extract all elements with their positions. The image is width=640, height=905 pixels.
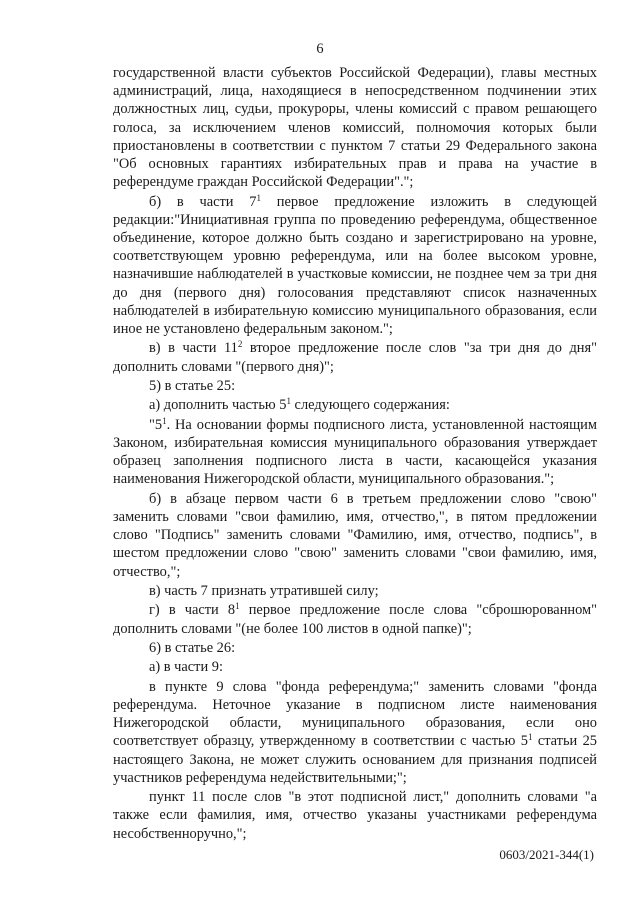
superscript-index: 2 [237, 339, 243, 350]
body-paragraph [113, 678, 597, 787]
text-run: б) в части 7 [149, 193, 257, 210]
superscript-index: 1 [256, 192, 261, 203]
text-run: "5 [149, 416, 163, 433]
body-paragraph [113, 64, 597, 191]
text-run: . На основании формы подписного листа, установленной настоящим Законом, избирательная комиссия муниципального образования утверждает образец заполнения подписного листа в части, касающейся указания наименования Нижегородской области, муниципального образования."; [113, 416, 597, 488]
text-run: первое предложение изложить в следующей редакции:"Инициативная группа по проведению референдума, общественное объединение, которое должно быть создано и зарегистрировано на уровне, соответствующем уровню референдума, или на более высоком уровне, назначившие наблюдателей в участковые комиссии, не позднее чем за три дня до дня (первого дня) голосования представляют список назначенных наблюдателей в избирательную комиссию муниципального образования, если иное не установлено федеральным законом."; [113, 193, 597, 338]
text-run: 5) в статье 25: [149, 378, 236, 395]
text-run: в) в части 11 [149, 340, 238, 357]
text-run: а) дополнить частью 5 [149, 397, 287, 414]
text-run: пункт 11 после слов "в этот подписной лист," дополнить словами "а также если фамилия, имя, отчество указаны участниками референдума несобственноручно,"; [113, 789, 597, 842]
text-run: в) часть 7 признать утратившей силу; [149, 583, 379, 599]
body-paragraph [113, 193, 597, 339]
body-paragraph [113, 490, 597, 581]
text-run: следующего содержания: [290, 397, 450, 414]
document-registration-code: 0603/2021-344(1) [499, 847, 594, 862]
text-run: в пункте 9 слова "фонда референдума;" заменить словами "фонда референдума. Неточное указание в подписном листе наименования Нижегородской области, муниципального образования, если оно соответствует образцу, утвержденному в соответствии с частью 5 [113, 678, 597, 750]
body-paragraph [113, 582, 597, 600]
superscript-index: 1 [527, 732, 533, 743]
body-paragraph [113, 416, 597, 489]
body-paragraph [113, 396, 597, 414]
text-run: второе предложение после слов "за три дня до дня" дополнить словами "(первого дня)"; [113, 340, 597, 375]
page-number: 6 [316, 41, 324, 57]
text-run: г) в части 8 [149, 602, 236, 619]
body-paragraph [113, 601, 597, 637]
text-run: статьи 25 настоящего Закона, не может служить основанием для признания подписей участников референдума недействительными;"; [113, 733, 597, 786]
text-run: а) в части 9: [149, 659, 223, 676]
superscript-index: 1 [235, 601, 240, 612]
superscript-index: 1 [286, 396, 291, 407]
document-body [113, 64, 597, 844]
body-paragraph [113, 339, 597, 375]
body-paragraph [113, 788, 597, 843]
text-run: 6) в статье 26: [149, 639, 236, 656]
body-paragraph [113, 658, 597, 676]
body-paragraph [113, 639, 597, 657]
text-run: первое предложение после слова "сброшюрованном" дополнить словами "(не более 100 листов в одной папке)"; [113, 602, 597, 637]
body-paragraph [113, 377, 597, 395]
text-run: б) в абзаце первом части 6 в третьем предложении слово "свою" заменить словами "свои фамилию, имя, отчество,", в пятом предложении слово "Подпись" заменить словами "Фамилию, имя, отчество, подпись", в шестом предложении слово "свою" заменить словами "свои фамилию, имя, отчество,"; [113, 490, 597, 580]
superscript-index: 1 [162, 415, 167, 426]
text-run: государственной власти субъектов Российской Федерации), главы местных администраций, лица, находящиеся в непосредственном подчинении этих должностных лиц, судьи, прокуроры, члены комиссий с правом решающего голоса, за исключением членов комиссий, полномочия которых были приостановлены в соответствии с пунктом 7 статьи 29 Федерального закона "Об основных гарантиях избирательных прав и права на участие в референдуме граждан Российской Федерации"."; [113, 65, 597, 191]
